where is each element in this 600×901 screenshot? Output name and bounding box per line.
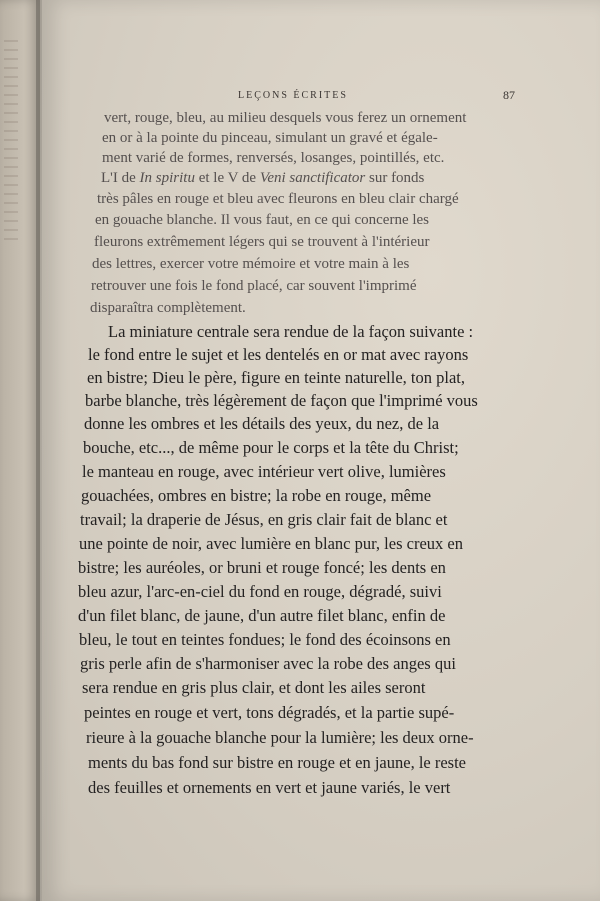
text-line [101,168,424,188]
text-line: sera rendue en gris plus clair, et dont les ailes seront [82,678,426,697]
text-line: La miniature centrale sera rendue de la façon suivante : [108,322,474,341]
text-line: rieure à la gouache blanche pour la lumière; les deux orne- [86,728,474,747]
text-line: des lettres, exercer votre mémoire et votre main à les [92,256,410,272]
liturgical-incipit: Veni sanctificator [259,170,366,186]
facing-page-text-edge [4,40,18,240]
text-line: des feuilles et ornements en vert et jaune variés, le vert [88,778,451,797]
text-line: barbe blanche, très légèrement de façon que l'imprimé vous [85,391,478,410]
text-span: et le V de [194,170,260,186]
text-line: gris perle afin de s'harmoniser avec la robe des anges qui [80,654,456,673]
liturgical-incipit: In spiritu [139,170,195,186]
text-line: travail; la draperie de Jésus, en gris clair fait de blanc et [80,510,448,529]
text-line: très pâles en rouge et bleu avec fleurons en bleu clair chargé [97,191,459,207]
text-line: gouachées, ombres en bistre; la robe en rouge, même [81,486,432,505]
text-line: d'un filet blanc, de jaune, d'un autre filet blanc, enfin de [78,606,446,625]
text-line: vert, rouge, bleu, au milieu desquels vous ferez un ornement [104,110,467,126]
text-span: L'I de [101,170,140,186]
text-line: donne les ombres et les détails des yeux, du nez, de la [84,414,440,433]
text-line: fleurons extrêmement légers qui se trouvent à l'intérieur [94,234,430,250]
text-line: bouche, etc..., de même pour le corps et la tête du Christ; [83,438,459,457]
text-line: ment varié de formes, renversés, losanges, pointillés, etc. [102,150,445,166]
page-number: 87 [503,88,515,102]
text-line: retrouver une fois le fond placé, car souvent l'imprimé [91,278,417,294]
text-line: le manteau en rouge, avec intérieur vert olive, lumières [82,462,446,481]
text-line: en bistre; Dieu le père, figure en teinte naturelle, ton plat, [87,368,465,387]
text-line: en or à la pointe du pinceau, simulant un gravé et égale- [102,130,438,146]
text-line: bleu, le tout en teintes fondues; le fond des écoinsons en [79,630,451,649]
text-line: en gouache blanche. Il vous faut, en ce qui concerne les [95,212,430,228]
running-head: LEÇONS ÉCRITES [238,90,348,101]
text-line: peintes en rouge et vert, tons dégradés, et la partie supé- [84,703,455,722]
text-line: ments du bas fond sur bistre en rouge et en jaune, le reste [88,753,467,772]
facing-page-edge [0,0,40,901]
text-line: le fond entre le sujet et les dentelés en or mat avec rayons [88,345,469,364]
text-line: une pointe de noir, avec lumière en blanc pur, les creux en [79,534,463,553]
text-line: disparaîtra complètement. [90,300,246,316]
text-span: sur fonds [365,170,425,186]
text-line: bistre; les auréoles, or bruni et rouge foncé; les dents en [78,558,446,577]
text-line: bleu azur, l'arc-en-ciel du fond en rouge, dégradé, suivi [78,582,442,601]
